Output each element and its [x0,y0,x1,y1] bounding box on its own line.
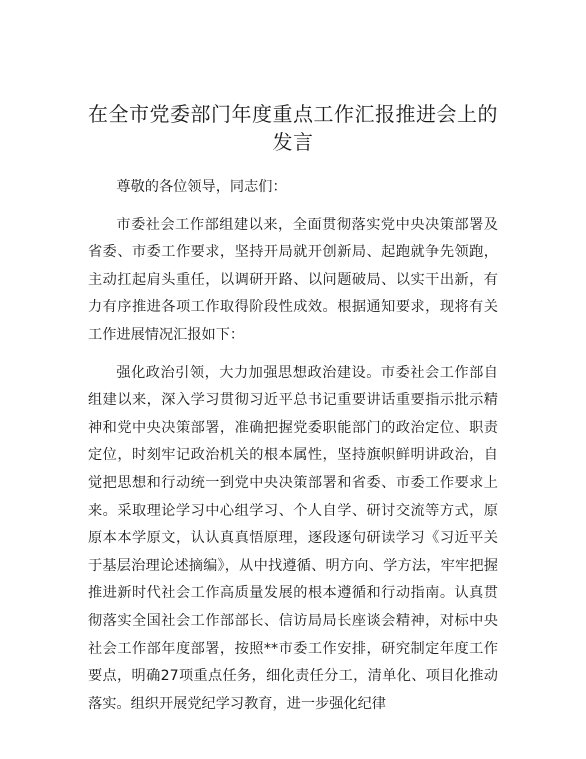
title-line-2: 发言 [272,130,314,154]
paragraph-intro: 市委社会工作部组建以来，全面贯彻落实党中央决策部署及省委、市委工作要求，坚持开局就开创新局、起跑就争先领跑，主动扛起肩头重任，以调研开路、以问题破局、以实干出新，有力有序推进各项工作取得阶段性成效。根据通知要求，现将有关工作进展情况汇报如下： [88,216,498,343]
document-title [88,100,498,156]
title-line-1: 在全市党委部门年度重点工作汇报推进会上的 [88,102,498,126]
salutation: 尊敬的各位领导，同志们： [116,179,287,195]
paragraph-political-guidance: 强化政治引领，大力加强思想政治建设。市委社会工作部自组建以来，深入学习贯彻习近平总书记重要讲话重要指示批示精神和党中央决策部署，准确把握党委职能部门的政治定位、职责定位，时刻牢记政治机关的根本属性，坚持旗帜鲜明讲政治，自觉把思想和行动统一到党中央决策部署和省委、市委工作要求上来。采取理论学习中心组学习、个人自学、研讨交流等方式，原原本本学原文，认认真真悟原理，逐段逐句研读学习《习近平关于基层治理论述摘编》，从中找遵循、明方向、学方法，牢牢把握推进新时代社会工作高质量发展的根本遵循和行动指南。认真贯彻落实全国社会工作部部长、信访局局长座谈会精神，对标中央社会工作部年度部署，按照**市委工作安排，研究制定年度工作要点，明确27项重点任务，细化责任分工，清单化、项目化推动落实。组织开展党纪学习教育，进一步强化纪律 [88,364,498,712]
